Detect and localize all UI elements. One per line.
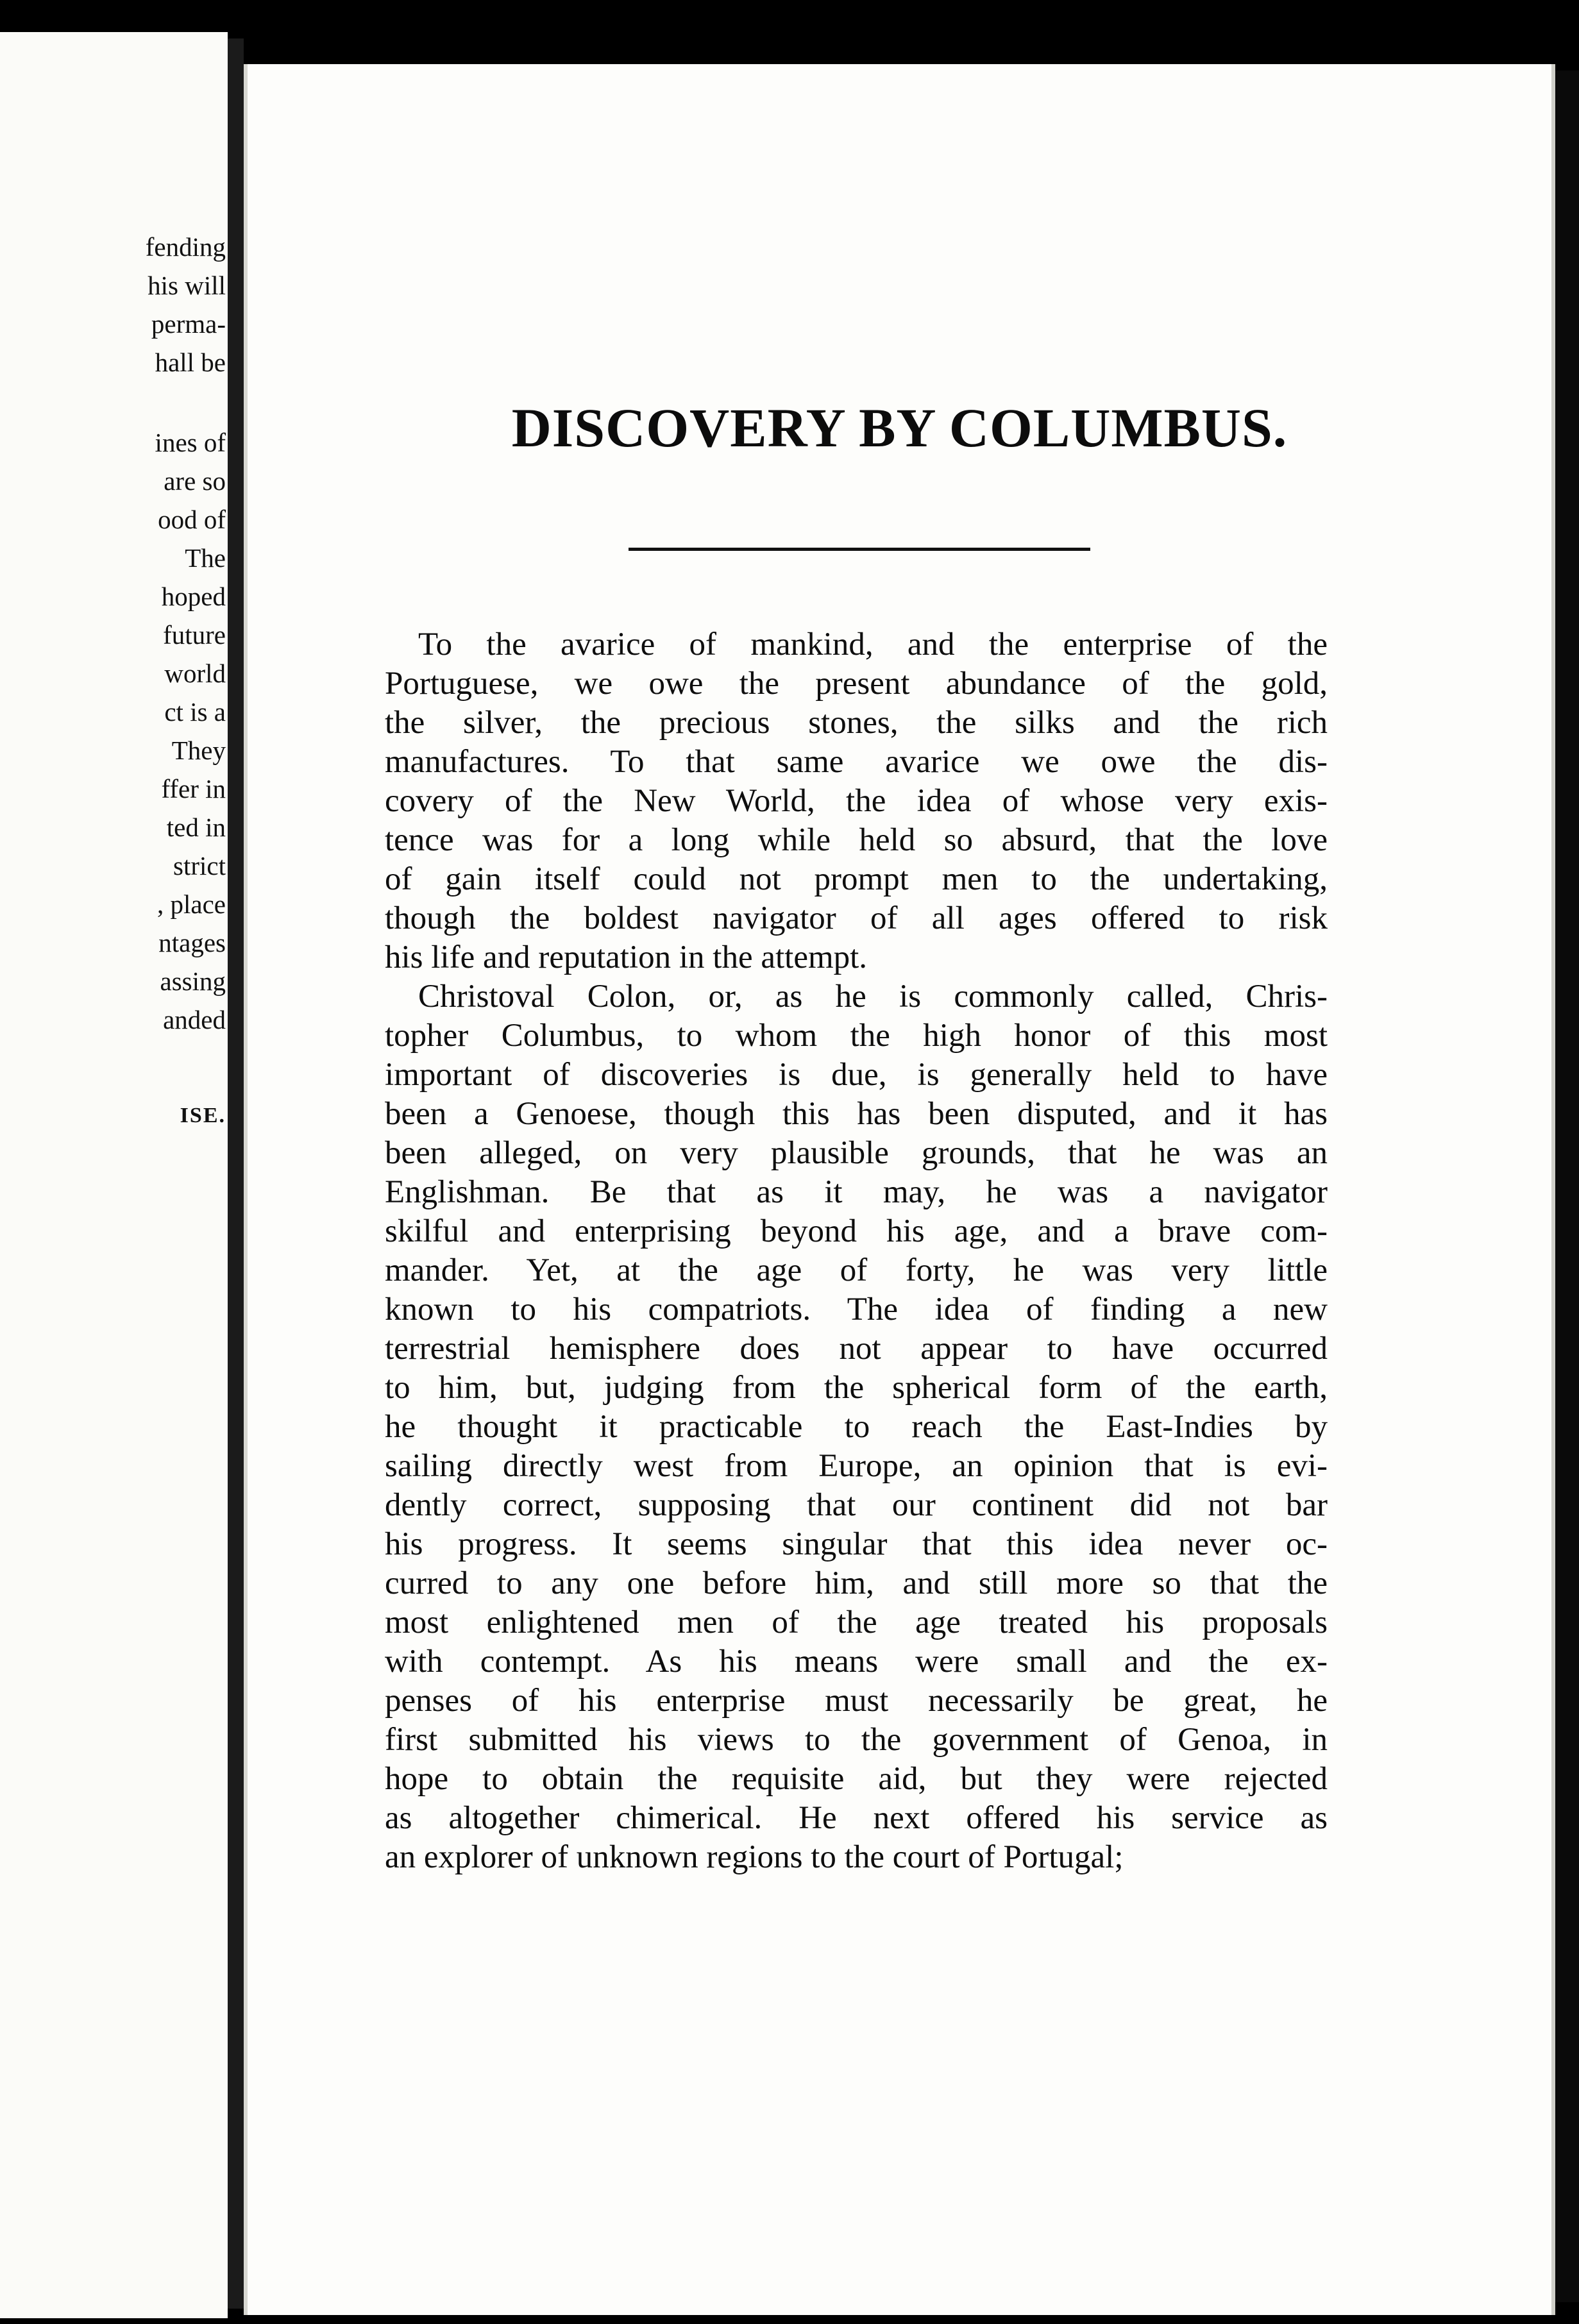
body-text-line: Englishman. Be that as it may, he was a navigator: [385, 1174, 1328, 1210]
body-text-line: though the boldest navigator of all ages offered to risk: [385, 900, 1328, 936]
body-text-line: his progress. It seems singular that this idea never oc-: [385, 1526, 1328, 1562]
left-page-line: ffer in: [161, 774, 226, 804]
left-page-line: hall be: [155, 348, 226, 377]
body-text-line: to him, but, judging from the spherical form of the earth,: [385, 1370, 1328, 1406]
left-page-line: ct is a: [164, 697, 226, 727]
left-page-line: his will: [148, 271, 226, 300]
left-page-line: ted in: [166, 813, 226, 842]
body-text-line: his life and reputation in the attempt.: [385, 939, 868, 975]
body-text-line: hope to obtain the requisite aid, but they were rejected: [385, 1761, 1328, 1797]
left-page-line: future: [163, 620, 226, 650]
left-page-line: anded: [163, 1005, 226, 1034]
left-page-line: perma-: [151, 309, 226, 339]
left-page-line: ISE.: [180, 1104, 226, 1127]
left-page-line: ntages: [158, 928, 226, 957]
body-text-line: he thought it practicable to reach the East-Indies by: [385, 1409, 1328, 1445]
body-text-line: penses of his enterprise must necessarily be great, he: [385, 1683, 1328, 1719]
body-text-line: Christoval Colon, or, as he is commonly called, Chris-: [418, 979, 1328, 1015]
book-spine: [228, 38, 244, 2309]
body-text-line: most enlightened men of the age treated his proposals: [385, 1604, 1328, 1640]
body-text-line: To the avarice of mankind, and the enterprise of the: [418, 627, 1328, 662]
body-text-line: dently correct, supposing that our continent did not bar: [385, 1487, 1328, 1523]
body-text-line: curred to any one before him, and still more so that the: [385, 1565, 1328, 1601]
title-rule: [629, 548, 1090, 551]
body-text-line: sailing directly west from Europe, an opinion that is evi-: [385, 1448, 1328, 1484]
body-text-line: the silver, the precious stones, the silks and the rich: [385, 705, 1328, 741]
body-text-line: been alleged, on very plausible grounds, that he was an: [385, 1135, 1328, 1171]
body-text-line: as altogether chimerical. He next offered his service as: [385, 1800, 1328, 1836]
left-page-line: are so: [164, 466, 226, 496]
left-page-line: strict: [173, 851, 226, 880]
body-text-line: of gain itself could not prompt men to the undertaking,: [385, 861, 1328, 897]
body-text-line: tence was for a long while held so absurd, that the love: [385, 822, 1328, 858]
left-page-line: ood of: [158, 505, 226, 534]
left-page-line: fending: [145, 232, 226, 262]
left-page-line: world: [164, 659, 226, 688]
right-page: [244, 64, 1555, 2315]
body-text-line: been a Genoese, though this has been disputed, and it has: [385, 1096, 1328, 1132]
page-title: DISCOVERY BY COLUMBUS.: [511, 397, 1288, 459]
body-text-line: important of discoveries is due, is generally held to have: [385, 1057, 1328, 1093]
body-text-line: known to his compatriots. The idea of finding a new: [385, 1292, 1328, 1327]
left-page-line: ines of: [155, 428, 226, 457]
body-text-line: skilful and enterprising beyond his age, and a brave com-: [385, 1213, 1328, 1249]
left-page-fragment: [0, 32, 228, 2318]
body-text-line: an explorer of unknown regions to the court of Portugal;: [385, 1839, 1124, 1875]
body-text-line: Portuguese, we owe the present abundance of the gold,: [385, 666, 1328, 702]
body-text-line: manufactures. To that same avarice we owe the dis-: [385, 744, 1328, 780]
left-page-line: hoped: [161, 582, 226, 611]
body-text-line: mander. Yet, at the age of forty, he was very little: [385, 1252, 1328, 1288]
body-text-line: with contempt. As his means were small and the ex-: [385, 1644, 1328, 1680]
left-page-line: The: [185, 543, 226, 573]
body-text-line: topher Columbus, to whom the high honor of this most: [385, 1018, 1328, 1054]
body-text-line: terrestrial hemisphere does not appear to have occurred: [385, 1331, 1328, 1367]
left-page-line: , place: [157, 889, 226, 919]
body-text-line: covery of the New World, the idea of whose very exis-: [385, 783, 1328, 819]
left-page-line: They: [171, 736, 226, 765]
body-text-line: first submitted his views to the government of Genoa, in: [385, 1722, 1328, 1758]
page-edge-shadow: [1555, 71, 1579, 2302]
left-page-line: assing: [160, 966, 226, 996]
